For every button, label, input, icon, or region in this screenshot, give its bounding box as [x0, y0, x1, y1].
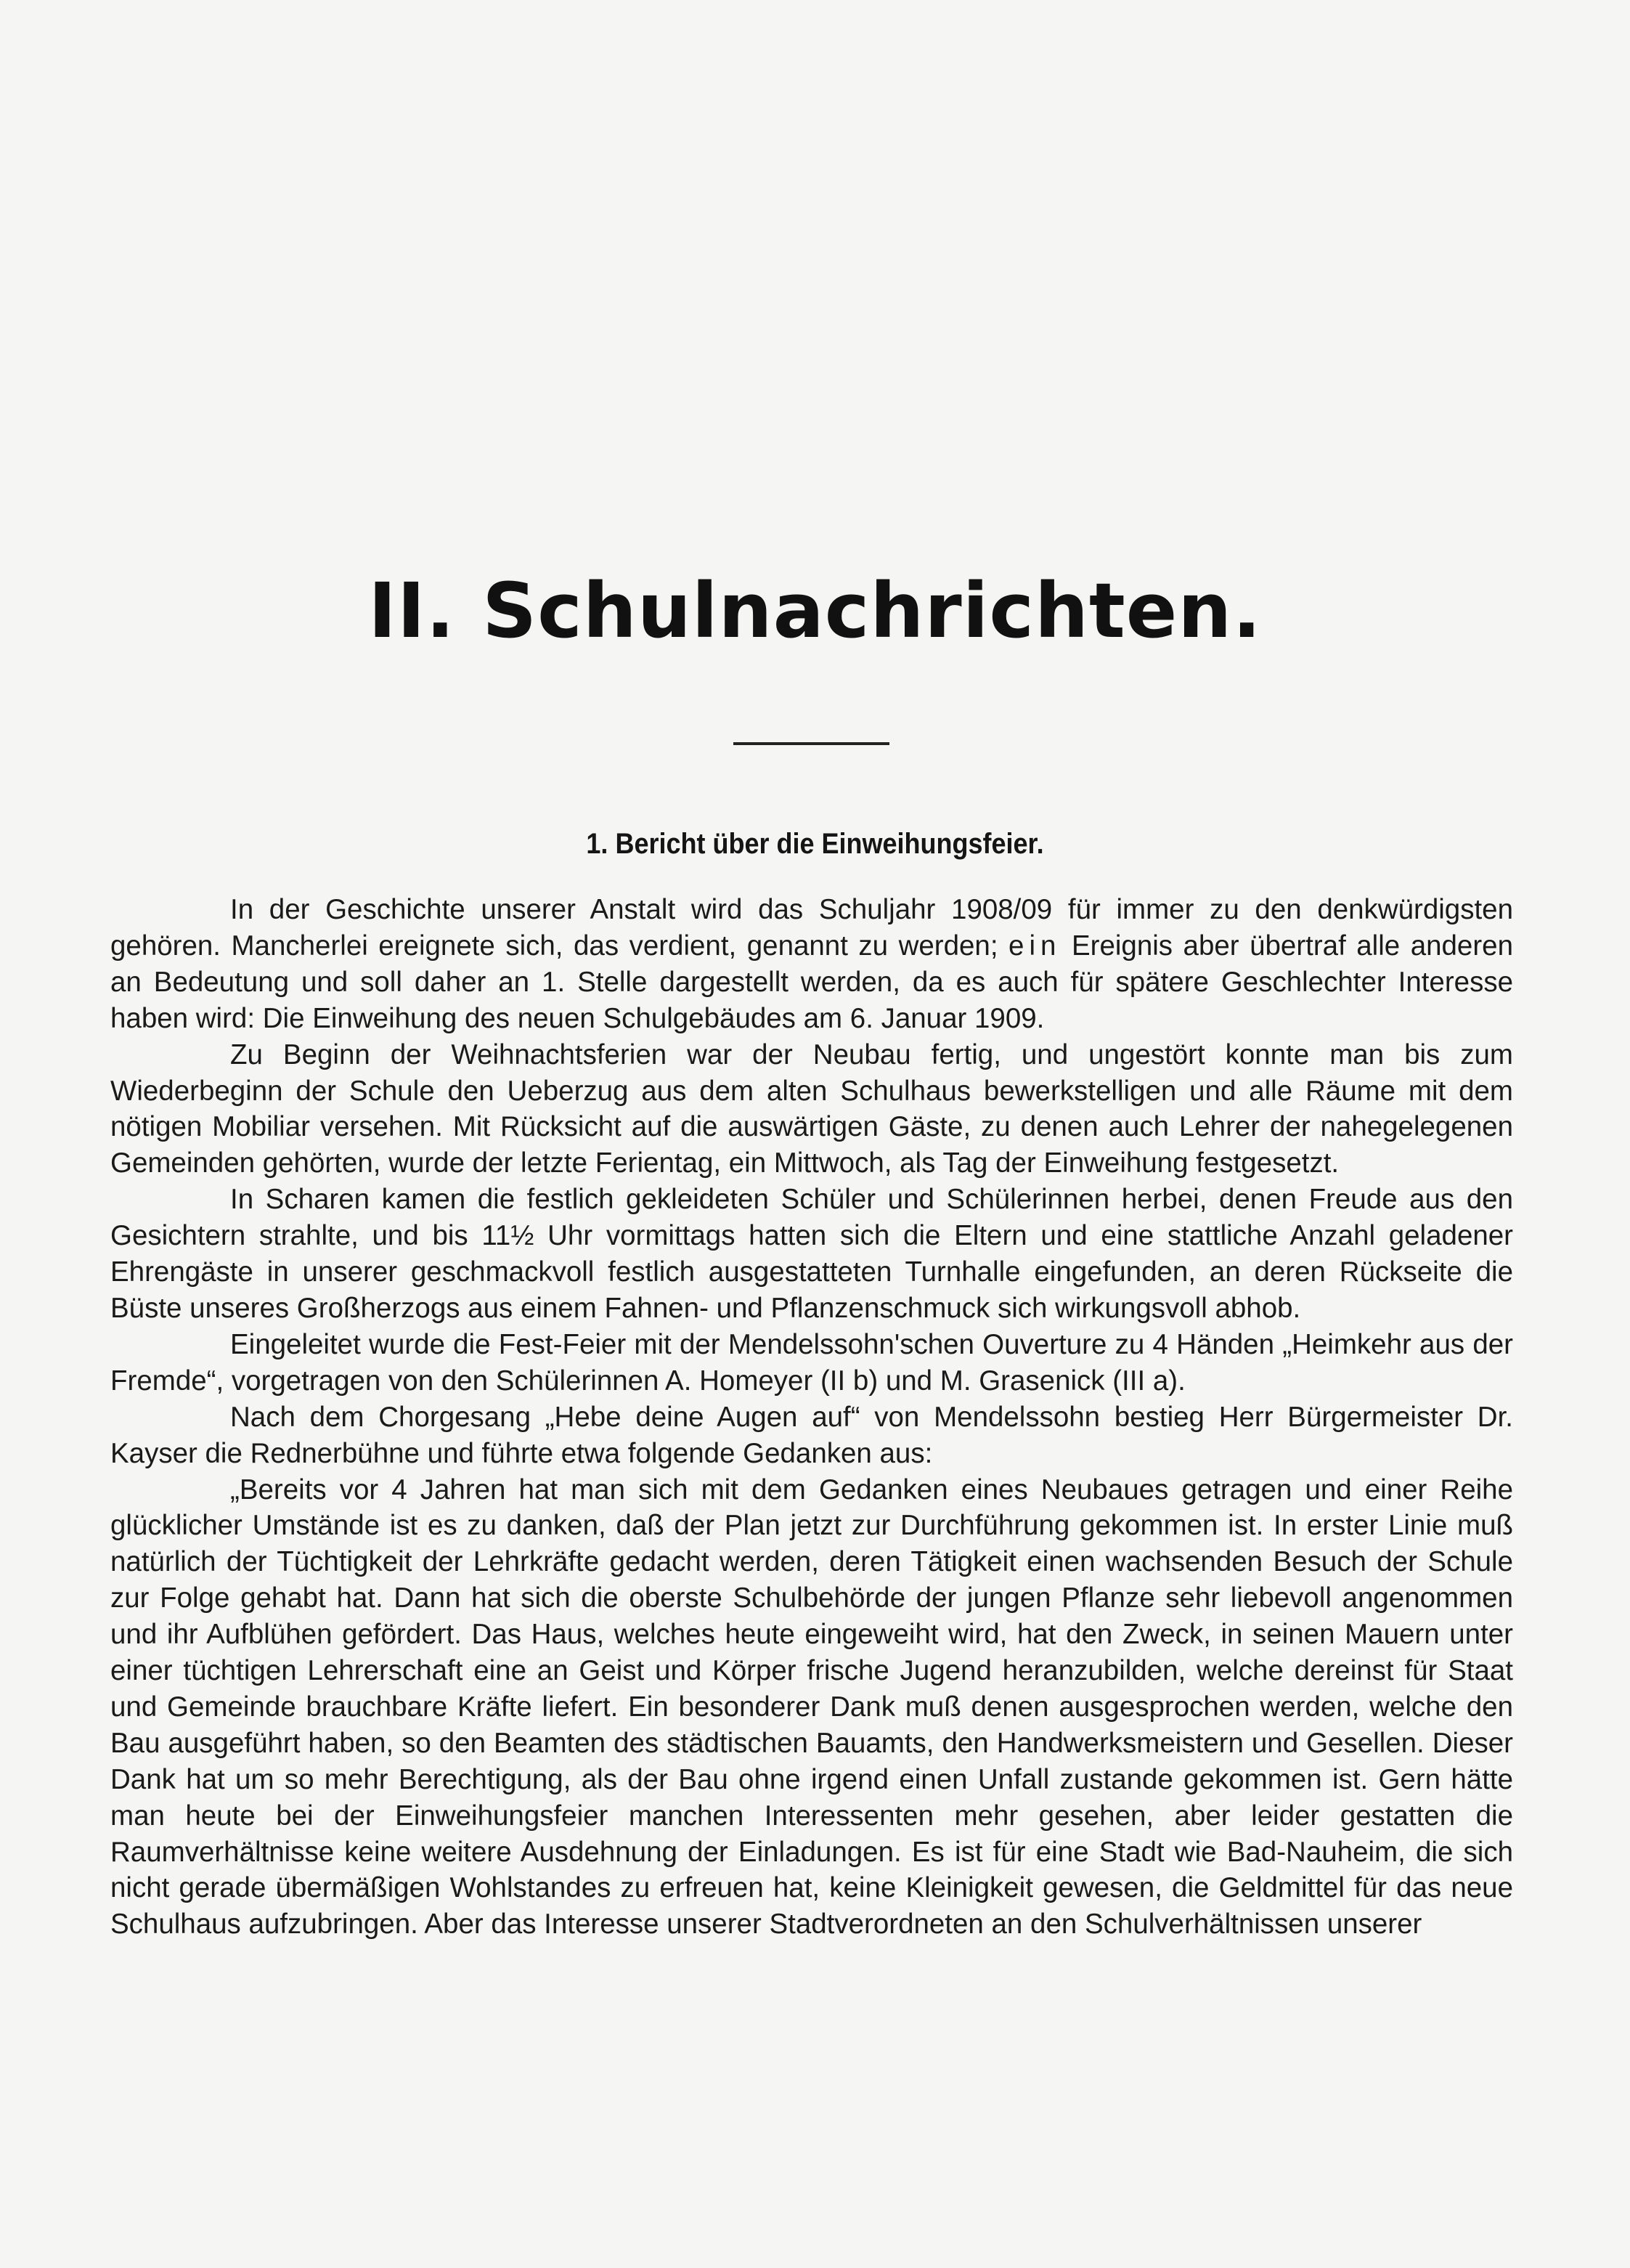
- paragraph-1: [110, 892, 1513, 1037]
- paragraph-6: „Bereits vor 4 Jahren hat man sich mit dem Gedanken eines Neubaues getragen und einer Reihe glücklicher Umstände ist es zu danken, daß der Plan jetzt zur Durchführung gekommen ist. In erster Linie muß natürlich der Tüchtigkeit der Lehrkräfte gedacht werden, deren Tätigkeit einen wachsenden Besuch der Schule zur Folge gehabt hat. Dann hat sich die oberste Schulbehörde der jungen Pflanze sehr liebevoll angenommen und ihr Aufblühen gefördert. Das Haus, welches heute eingeweiht wird, hat den Zweck, in seinen Mauern unter einer tüchtigen Lehrerschaft eine an Geist und Körper frische Jugend heranzubilden, welche dereinst für Staat und Gemeinde brauchbare Kräfte liefert. Ein besonderer Dank muß denen ausgesprochen werden, welche den Bau ausgeführt haben, so den Beamten des städtischen Bauamts, den Handwerksmeistern und Gesellen. Dieser Dank hat um so mehr Berechtigung, als der Bau ohne irgend einen Unfall zustande gekommen ist. Gern hätte man heute bei der Einweihungsfeier manchen Interessenten mehr gesehen, aber leider gestatten die Raumverhältnisse keine weitere Ausdehnung der Einladungen. Es ist für eine Stadt wie Bad-Nauheim, die sich nicht gerade übermäßigen Wohlstandes zu erfreuen hat, keine Kleinigkeit gewesen, die Geldmittel für das neue Schulhaus aufzubringen. Aber das Interesse unserer Stadtverordneten an den Schulverhältnissen unserer: [110, 1474, 1513, 1940]
- section-heading: 1. Bericht über die Einweihungsfeier.: [586, 828, 1044, 860]
- paragraph-1-before: In der Geschichte unserer Anstalt wird das Schuljahr 1908/09 für immer zu den denkwürdigsten gehören. Mancherlei ereignete sich, das verdient, genannt zu werden;: [110, 894, 1513, 962]
- paragraph-3: In Scharen kamen die festlich gekleideten Schüler und Schülerinnen herbei, denen Freude aus den Gesichtern strahlte, und bis 11½ Uhr vormittags hatten sich die Eltern und eine stattliche Anzahl geladener Ehrengäste in unserer geschmackvoll festlich ausgestatteten Turnhalle eingefunden, an deren Rückseite die Büste unseres Großherzogs aus einem Fahnen- und Pflanzenschmuck sich wirkungsvoll abhob.: [110, 1184, 1513, 1324]
- title-divider: [733, 742, 889, 745]
- page-title: II. Schulnachrichten.: [368, 566, 1262, 655]
- paragraph-2: Zu Beginn der Weihnachtsferien war der Neubau fertig, und ungestört konnte man bis zum Wiederbeginn der Schule den Ueberzug aus dem alten Schulhaus bewerkstelligen und alle Räume mit dem nötigen Mobiliar versehen. Mit Rücksicht auf die auswärtigen Gäste, zu denen auch Lehrer der nahegelegenen Gemeinden gehörten, wurde der letzte Ferientag, ein Mittwoch, als Tag der Einweihung festgesetzt.: [110, 1039, 1513, 1179]
- paragraph-1-after: Ereignis aber übertraf alle anderen an Bedeutung und soll daher an 1. Stelle dargestellt werden, da es auch für spätere Geschlechter Interesse haben wird: Die Einweihung des neuen Schulgebäudes am 6. Januar 1909.: [110, 930, 1513, 1034]
- body-text: [110, 892, 1513, 1943]
- emphasized-word: ein: [1008, 930, 1061, 962]
- paragraph-4: Eingeleitet wurde die Fest-Feier mit der Mendelssohn'schen Ouverture zu 4 Händen „Heimkehr aus der Fremde“, vorgetragen von den Schülerinnen A. Homeyer (II b) und M. Grasenick (III a).: [110, 1328, 1513, 1397]
- paragraph-5: Nach dem Chorgesang „Hebe deine Augen auf“ von Mendelssohn bestieg Herr Bürgermeister Dr. Kayser die Rednerbühne und führte etwa folgende Gedanken aus:: [110, 1401, 1513, 1469]
